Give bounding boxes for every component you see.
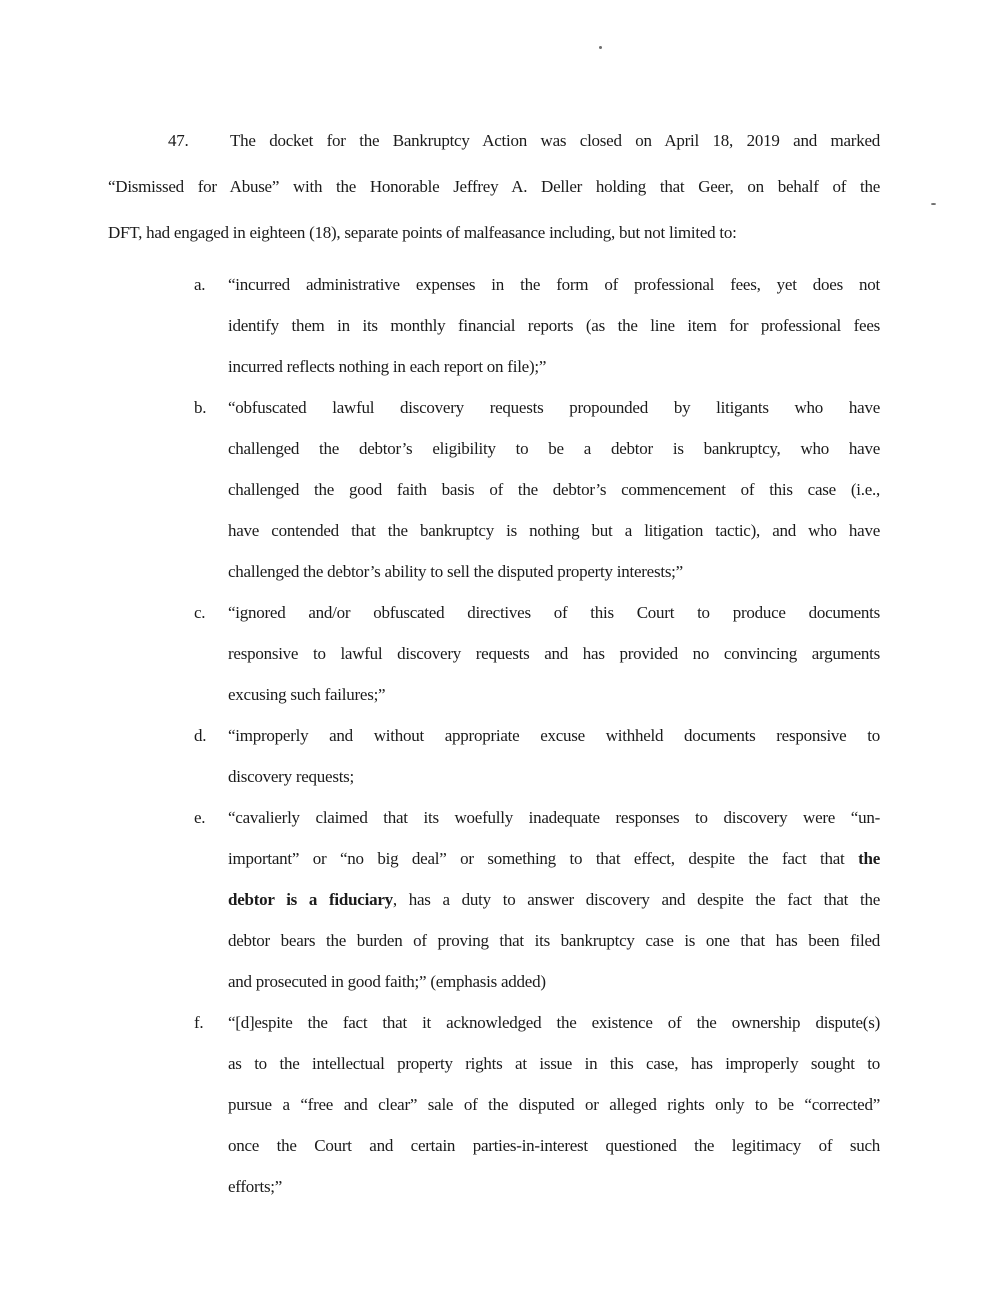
body-text: once the Court and certain parties-in-interest questioned the legitimacy of such	[228, 1136, 880, 1155]
text-line	[108, 1125, 880, 1166]
body-text: “[d]espite the fact that it acknowledged the existence of the ownership dispute(s)	[228, 1013, 880, 1032]
text-line	[108, 210, 880, 256]
body-text: “improperly and without appropriate excuse withheld documents responsive to	[228, 726, 880, 745]
text-line	[108, 510, 880, 551]
body-text: excusing such failures;”	[228, 685, 386, 704]
emphasis-text: the	[858, 849, 880, 868]
text-line	[108, 428, 880, 469]
scan-artifact	[931, 203, 936, 205]
text-line	[108, 592, 880, 633]
text-line	[108, 264, 880, 305]
text-line	[108, 756, 880, 797]
emphasis-text: debtor is a fiduciary	[228, 890, 393, 909]
text-line	[108, 838, 880, 879]
body-text: debtor bears the burden of proving that its bankruptcy case is one that has been filed	[228, 931, 880, 950]
text-line	[108, 1002, 880, 1043]
body-text: challenged the debtor’s ability to sell the disputed property interests;”	[228, 562, 683, 581]
text-line	[108, 879, 880, 920]
body-text: pursue a “free and clear” sale of the disputed or alleged rights only to be “corrected”	[228, 1095, 880, 1114]
list-item-label: c.	[194, 603, 206, 622]
text-line	[108, 346, 880, 387]
text-line	[108, 961, 880, 1002]
body-text: responsive to lawful discovery requests and has provided no convincing arguments	[228, 644, 880, 663]
body-text: “ignored and/or obfuscated directives of this Court to produce documents	[228, 603, 880, 622]
body-text: “cavalierly claimed that its woefully inadequate responses to discovery were “un-	[228, 808, 880, 827]
text-line	[108, 1043, 880, 1084]
malfeasance-list	[108, 264, 880, 1207]
text-line	[108, 797, 880, 838]
body-text: important” or “no big deal” or something to that effect, despite the fact that	[228, 849, 859, 868]
text-line	[108, 551, 880, 592]
body-text: “Dismissed for Abuse” with the Honorable Jeffrey A. Deller holding that Geer, on behalf of the	[108, 177, 880, 196]
text-line	[108, 674, 880, 715]
list-item-label: f.	[194, 1013, 204, 1032]
text-line	[108, 469, 880, 510]
text-line	[108, 1084, 880, 1125]
text-line	[108, 633, 880, 674]
text-line	[108, 305, 880, 346]
text-line	[108, 920, 880, 961]
list-item-label: a.	[194, 275, 206, 294]
list-item-label: e.	[194, 808, 206, 827]
body-text: incurred reflects nothing in each report on file);”	[228, 357, 547, 376]
body-text: efforts;”	[228, 1177, 283, 1196]
body-text: The docket for the Bankruptcy Action was closed on April 18, 2019 and marked	[230, 131, 880, 150]
list-item-label: b.	[194, 398, 207, 417]
scan-artifact	[599, 46, 602, 49]
body-text: identify them in its monthly financial reports (as the line item for professional fees	[228, 316, 880, 335]
body-text: discovery requests;	[228, 767, 355, 786]
body-text: have contended that the bankruptcy is nothing but a litigation tactic), and who have	[228, 521, 880, 540]
body-text: , has a duty to answer discovery and despite the fact that the	[392, 890, 880, 909]
body-text: as to the intellectual property rights at issue in this case, has improperly sought to	[228, 1054, 880, 1073]
text-line	[108, 1166, 880, 1207]
text-line	[108, 387, 880, 428]
text-line	[108, 715, 880, 756]
paragraph-number: 47.	[168, 131, 189, 150]
body-text: “obfuscated lawful discovery requests propounded by litigants who have	[228, 398, 880, 417]
body-text: challenged the debtor’s eligibility to be a debtor is bankruptcy, who have	[228, 439, 880, 458]
body-text: challenged the good faith basis of the debtor’s commencement of this case (i.e.,	[228, 480, 880, 499]
list-item-label: d.	[194, 726, 207, 745]
text-line	[108, 164, 880, 210]
text-line	[108, 118, 880, 164]
body-text: DFT, had engaged in eighteen (18), separate points of malfeasance including, but not limited to:	[108, 223, 737, 242]
body-text: and prosecuted in good faith;” (emphasis added)	[228, 972, 546, 991]
paragraph-47	[108, 118, 880, 256]
body-text: “incurred administrative expenses in the form of professional fees, yet does not	[228, 275, 880, 294]
